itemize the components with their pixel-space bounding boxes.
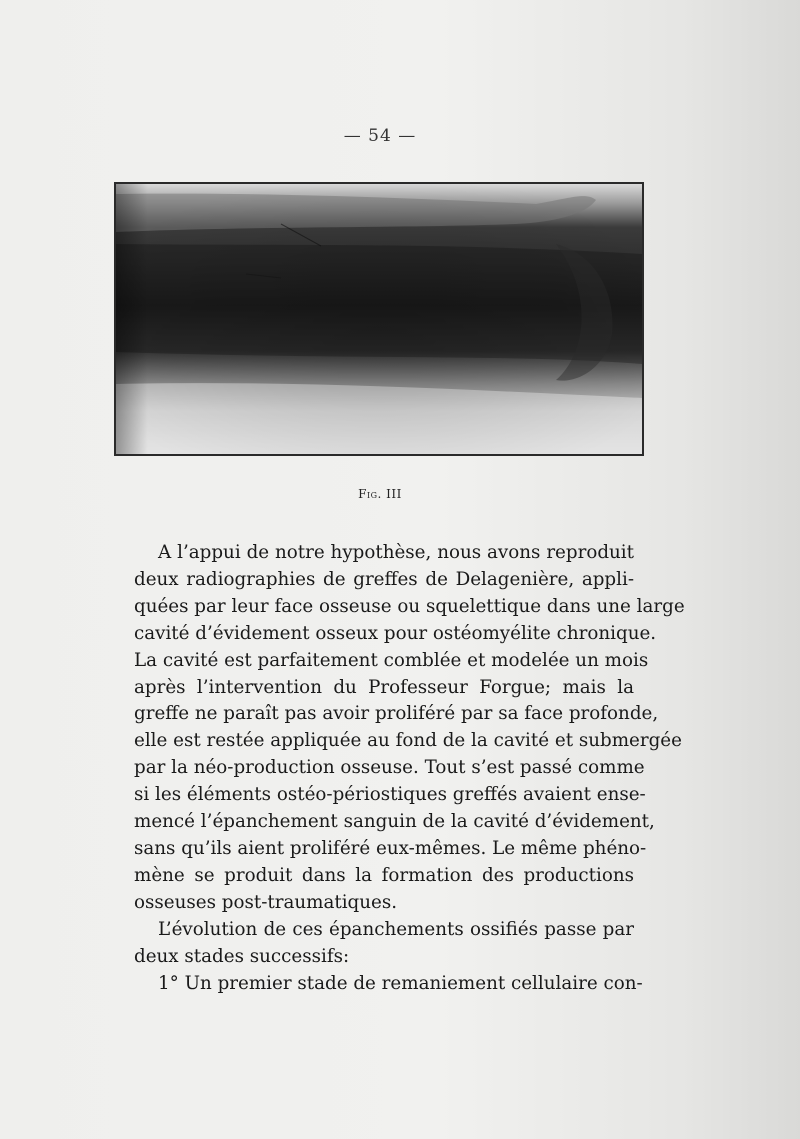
text-line: sans qu’ils aient proliféré eux-mêmes. Le même phéno- bbox=[134, 837, 647, 859]
page-number: — 54 — bbox=[343, 126, 417, 146]
paragraph-1 bbox=[134, 540, 685, 917]
text-line: quées par leur face osseuse ou squelettique dans une large bbox=[134, 595, 685, 617]
text-line: cavité d’évidement osseux pour ostéomyélite chronique. bbox=[134, 622, 657, 644]
text-line: par la néo-production osseuse. Tout s’est passé comme bbox=[134, 757, 645, 779]
text-line: greffe ne paraît pas avoir proliféré par sa face profonde, bbox=[134, 703, 659, 725]
text-line: mène se produit dans la formation des productions bbox=[134, 864, 634, 886]
text-line: 1° Un premier stade de remaniement cellulaire con- bbox=[158, 972, 643, 994]
text-line: osseuses post-traumatiques. bbox=[134, 891, 398, 913]
text-line: A l’appui de notre hypothèse, nous avons reproduit bbox=[158, 542, 634, 563]
paragraph-2 bbox=[134, 917, 634, 971]
figure-caption: Fig. III bbox=[358, 487, 402, 501]
text-line: après l’intervention du Professeur Forgue; mais la bbox=[134, 676, 634, 698]
paragraph-3 bbox=[134, 971, 643, 998]
radiograph-image bbox=[116, 184, 642, 454]
text-line: L’évolution de ces épanchements ossifiés passe par bbox=[158, 918, 634, 940]
text-line: deux radiographies de greffes de Delagenière, appli- bbox=[134, 568, 634, 590]
text-line: elle est restée appliquée au fond de la cavité et submergée bbox=[134, 730, 682, 752]
text-line: deux stades successifs: bbox=[134, 945, 350, 967]
radiograph-figure bbox=[114, 182, 644, 456]
text-line: La cavité est parfaitement comblée et modelée un mois bbox=[134, 649, 649, 671]
text-line: mencé l’épanchement sanguin de la cavité d’évidement, bbox=[134, 811, 655, 833]
text-line: si les éléments ostéo-périostiques greffés avaient ense- bbox=[134, 784, 646, 806]
body-text bbox=[134, 540, 685, 997]
